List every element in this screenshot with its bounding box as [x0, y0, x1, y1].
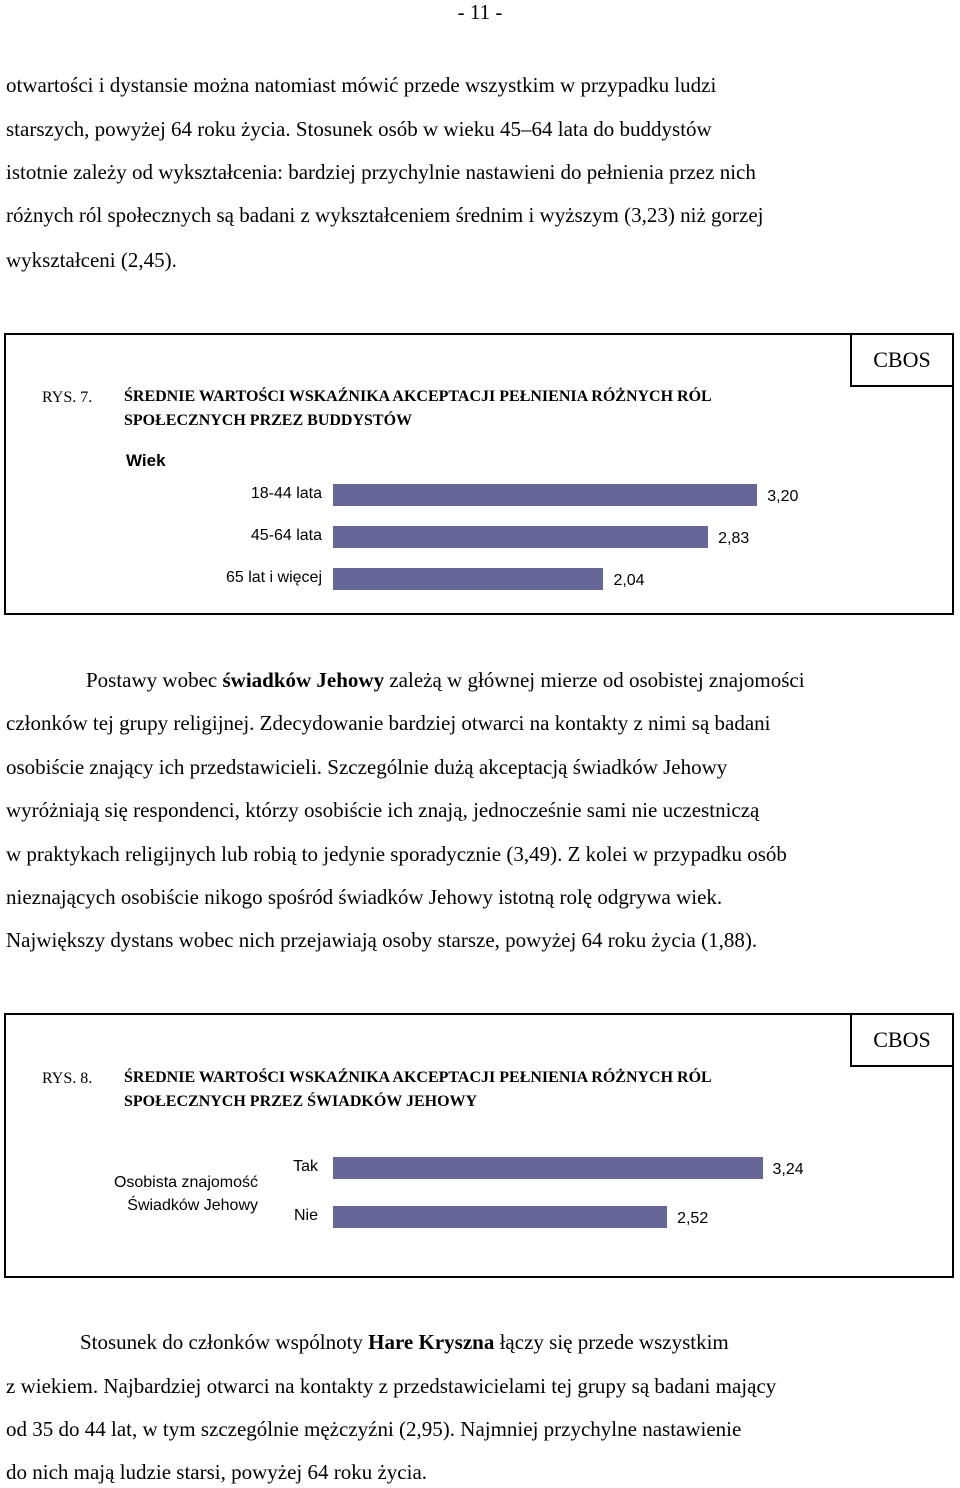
text-line: nieznających osobiście nikogo spośród świadków Jehowy istotną rolę odgrywa wiek.: [6, 885, 723, 909]
text-run: Postawy wobec: [86, 668, 223, 692]
text-line: Największy dystans wobec nich przejawiają osoby starsze, powyżej 64 roku życia (1,88).: [6, 928, 758, 952]
page-number: - 11 -: [457, 0, 503, 24]
bar: [333, 1157, 763, 1179]
group-label-line: Świadków Jehowy: [127, 1197, 258, 1214]
text-run: zależą w głównej mierze od osobistej znajomości: [384, 668, 805, 692]
figure-8: [4, 1013, 954, 1278]
cbos-logo: CBOS: [850, 333, 954, 387]
text-line: wykształceni (2,45).: [6, 248, 177, 272]
bar: [333, 1206, 667, 1228]
text-line: członków tej grupy religijnej. Zdecydowanie bardziej otwarci na kontakty z nimi są badani: [6, 711, 771, 735]
text-line: [6, 1330, 956, 1355]
figure-title: [124, 1066, 844, 1114]
text-line: otwartości i dystansie można natomiast mówić przede wszystkim w przypadku ludzi: [6, 73, 717, 97]
text-line: [6, 668, 956, 693]
figure-title: [124, 385, 844, 433]
category-label: Tak: [293, 1158, 318, 1175]
group-label: Wiek: [126, 451, 166, 470]
bar: [333, 568, 603, 590]
text-line: starszych, powyżej 64 roku życia. Stosunek osób w wieku 45–64 lata do buddystów: [6, 117, 712, 141]
bold-term: świadków Jehowy: [222, 668, 385, 692]
category-label: 45-64 lata: [250, 527, 322, 544]
value-label: 2,83: [718, 530, 750, 547]
value-label: 2,52: [677, 1210, 709, 1227]
figure-title-line: SPOŁECZNYCH PRZEZ BUDDYSTÓW: [124, 412, 413, 429]
category-label: 65 lat i więcej: [225, 569, 322, 586]
figure-label: RYS. 7.: [42, 389, 93, 406]
figure-label: RYS. 8.: [42, 1070, 93, 1087]
text-line: z wiekiem. Najbardziej otwarci na kontakty z przedstawicielami tej grupy są badani mający: [6, 1374, 777, 1398]
category-label: 18-44 lata: [250, 485, 322, 502]
text-line: do nich mają ludzie starsi, powyżej 64 roku życia.: [6, 1460, 428, 1484]
text-line: różnych ról społecznych są badani z wykształceniem średnim i wyższym (3,23) niż gorzej: [6, 203, 764, 227]
value-label: 3,20: [767, 488, 799, 505]
bar: [333, 484, 757, 506]
text-line: istotnie zależy od wykształcenia: bardziej przychylnie nastawieni do pełnienia przez nich: [6, 160, 756, 184]
figure-title-line: SPOŁECZNYCH PRZEZ ŚWIADKÓW JEHOWY: [124, 1093, 478, 1110]
value-label: 2,04: [613, 572, 645, 589]
text-line: wyróżniają się respondenci, którzy osobiście ich znają, jednocześnie sami nie uczestniczą: [6, 798, 760, 822]
bar: [333, 526, 708, 548]
text-line: od 35 do 44 lat, w tym szczególnie mężczyźni (2,95). Najmniej przychylne nastawienie: [6, 1417, 742, 1441]
text-line: osobiście znający ich przedstawicieli. Szczególnie dużą akceptacją świadków Jehowy: [6, 755, 728, 779]
text-run: łączy się przede wszystkim: [494, 1330, 729, 1354]
figure-title-line: ŚREDNIE WARTOŚCI WSKAŹNIKA AKCEPTACJI PEŁNIENIA RÓŻNYCH RÓL: [124, 1069, 712, 1086]
figure-7: [4, 333, 954, 615]
figure-title-line: ŚREDNIE WARTOŚCI WSKAŹNIKA AKCEPTACJI PEŁNIENIA RÓŻNYCH RÓL: [124, 388, 712, 405]
category-label: Nie: [293, 1207, 318, 1224]
text-line: w praktykach religijnych lub robią to jedynie sporadycznie (3,49). Z kolei w przypadku osób: [6, 842, 787, 866]
cbos-logo: CBOS: [850, 1013, 954, 1067]
text-run: Stosunek do członków wspólnoty: [80, 1330, 369, 1354]
value-label: 3,24: [772, 1161, 804, 1178]
bold-term: Hare Kryszna: [368, 1330, 495, 1354]
group-label-line: Osobista znajomość: [113, 1174, 258, 1191]
